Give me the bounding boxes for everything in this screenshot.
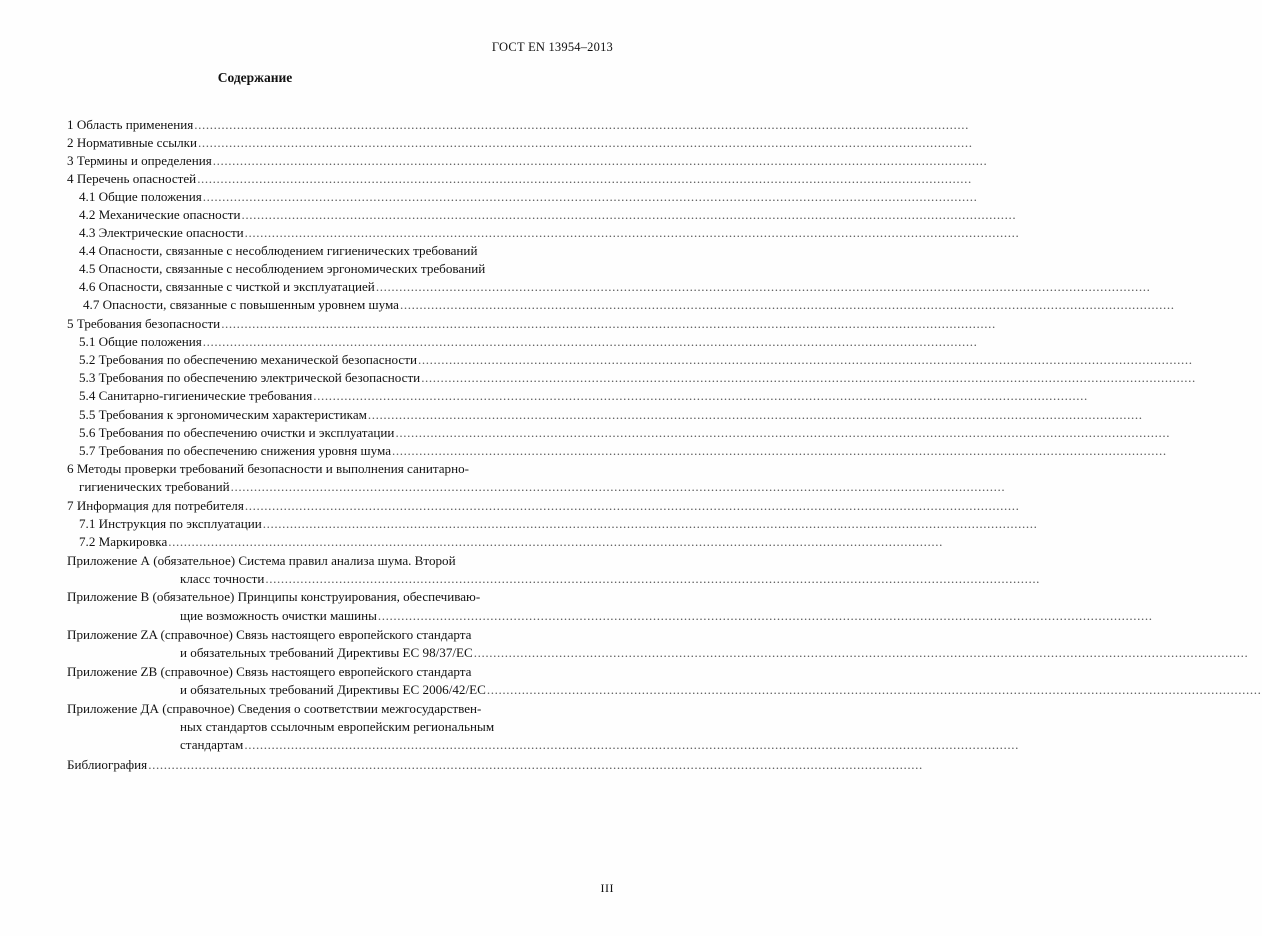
- toc-entry-text: Приложение А (обязательное) Система правил анализа шума. Второй: [67, 553, 456, 568]
- dot-leader: ........................................................................................................................................................................................................: [202, 334, 978, 349]
- toc-entry[interactable]: [79, 261, 569, 277]
- dot-leader: ........................................................................................................................................................................................................: [392, 443, 1167, 458]
- toc-entry[interactable]: [67, 553, 572, 569]
- toc-entry[interactable]: [79, 243, 564, 259]
- toc-entry[interactable]: [79, 225, 1020, 241]
- dot-leader: ........................................................................................................................................................................................................: [244, 737, 1020, 752]
- dot-leader: ........................................................................................................................................................................................................: [473, 645, 1249, 660]
- toc-entry-text: гигиенических требований: [79, 479, 230, 494]
- toc-entry-text: ных стандартов ссылочным европейским региональным: [180, 719, 495, 734]
- toc-entry[interactable]: [67, 461, 577, 477]
- dot-leader: ........................................................................................................................................................................................................: [421, 370, 1196, 385]
- dot-leader: ........................................................................................................................................................................................................: [313, 388, 1088, 403]
- toc-entry-text: Приложение ДА (справочное) Сведения о соответствии межгосударствен-: [67, 701, 482, 716]
- toc-entry-text: 7.1 Инструкция по эксплуатации: [79, 516, 262, 531]
- page-number: III: [600, 881, 614, 895]
- toc-entry-text: 4.6 Опасности, связанные с чисткой и эксплуатацией: [79, 279, 375, 294]
- toc-entry-text: стандартам: [180, 737, 244, 752]
- toc-entry[interactable]: [67, 757, 923, 773]
- toc-entry[interactable]: [79, 534, 943, 550]
- toc-entry[interactable]: [79, 189, 978, 205]
- toc-entry-continued[interactable]: [180, 571, 1041, 587]
- dot-leader: ........................................................................................................................................................................................................: [212, 153, 988, 168]
- dot-leader: ........................................................................................................................................................................................................: [148, 757, 923, 772]
- toc-entry[interactable]: [67, 701, 572, 717]
- dot-leader: ........................................................................................................................................................................................................: [202, 189, 978, 204]
- toc-entry-text: 6 Методы проверки требований безопасности и выполнения санитарно-: [67, 461, 470, 476]
- toc-entry-continued[interactable]: [180, 719, 572, 735]
- toc-entry[interactable]: [79, 370, 1196, 386]
- toc-entry-text: 7 Информация для потребителя: [67, 498, 244, 513]
- dot-leader: ........................................................................................................................................................................................................: [417, 352, 1193, 367]
- toc-entry-text: 4.4 Опасности, связанные с несоблюдением гигиенических требований: [79, 243, 478, 258]
- dot-leader: ........................................................................................................................................................................................................: [194, 117, 969, 132]
- dot-leader: ........................................................................................................................................................................................................: [244, 498, 1020, 513]
- toc-entry-text: 4.1 Общие положения: [79, 189, 202, 204]
- dot-leader: ........................................................................................................................................................................................................: [395, 425, 1171, 440]
- toc-entry[interactable]: [67, 498, 1020, 514]
- toc-entry-text: 4 Перечень опасностей: [67, 171, 197, 186]
- toc-entry[interactable]: [67, 171, 972, 187]
- toc-entry-text: 4.3 Электрические опасности: [79, 225, 244, 240]
- toc-entry[interactable]: [67, 589, 572, 605]
- standard-designation: ГОСТ EN 13954–2013: [491, 40, 613, 54]
- toc-entry-text: и обязательных требований Директивы ЕС 2006/42/ЕС: [180, 682, 486, 697]
- toc-entry-continued[interactable]: [180, 608, 1153, 624]
- toc-entry-text: 7.2 Маркировка: [79, 534, 168, 549]
- toc-entry[interactable]: [67, 153, 988, 169]
- toc-entry-text: Приложение В (обязательное) Принципы конструирования, обеспечиваю-: [67, 589, 481, 604]
- dot-leader: ........................................................................................................................................................................................................: [221, 316, 996, 331]
- dot-leader: ........................................................................................................................................................................................................: [486, 682, 1262, 697]
- toc-entry-text: Приложение ZB (справочное) Связь настоящего европейского стандарта: [67, 664, 472, 679]
- toc-entry[interactable]: [79, 516, 1038, 532]
- toc-entry-text: 4.5 Опасности, связанные с несоблюдением эргономических требований: [79, 261, 486, 276]
- toc-entry[interactable]: [67, 135, 973, 151]
- toc-entry-text: 5.6 Требования по обеспечению очистки и эксплуатации: [79, 425, 395, 440]
- dot-leader: ........................................................................................................................................................................................................: [230, 479, 1006, 494]
- dot-leader: ........................................................................................................................................................................................................: [197, 171, 972, 186]
- toc-entry-text: класс точности: [180, 571, 265, 586]
- toc-entry-text: 5.3 Требования по обеспечению электрической безопасности: [79, 370, 421, 385]
- toc-entry-text: 5.5 Требования к эргономическим характеристикам: [79, 407, 367, 422]
- toc-entry-text: 3 Термины и определения: [67, 153, 212, 168]
- toc-entry-continued[interactable]: [180, 737, 1020, 753]
- toc-entry[interactable]: [79, 334, 978, 350]
- page-title: Содержание: [217, 70, 293, 85]
- dot-leader: ........................................................................................................................................................................................................: [265, 571, 1041, 586]
- toc-entry[interactable]: [79, 407, 1143, 423]
- toc-entry-continued[interactable]: [79, 479, 1006, 495]
- toc-entry-text: 2 Нормативные ссылки: [67, 135, 197, 150]
- toc-entry[interactable]: [67, 316, 996, 332]
- toc-entry[interactable]: [79, 388, 1088, 404]
- toc-entry-text: 5.2 Требования по обеспечению механической безопасности: [79, 352, 417, 367]
- toc-entry-text: щие возможность очистки машины: [180, 608, 377, 623]
- toc-entry-text: 5 Требования безопасности: [67, 316, 221, 331]
- toc-entry[interactable]: [67, 117, 969, 133]
- toc-entry-text: Библиография: [67, 757, 148, 772]
- toc-entry-continued[interactable]: [180, 682, 1262, 698]
- toc-entry-text: 5.4 Санитарно-гигиенические требования: [79, 388, 313, 403]
- toc-entry-text: 1 Область применения: [67, 117, 194, 132]
- toc-entry[interactable]: [79, 443, 1167, 459]
- toc-entry-text: и обязательных требований Директивы ЕС 98/37/ЕС: [180, 645, 473, 660]
- toc-entry-text: 5.7 Требования по обеспечению снижения уровня шума: [79, 443, 392, 458]
- toc-entry[interactable]: [79, 279, 1151, 295]
- toc-entry-continued[interactable]: [180, 645, 1249, 661]
- dot-leader: ........................................................................................................................................................................................................: [399, 297, 1175, 312]
- dot-leader: ........................................................................................................................................................................................................: [244, 225, 1020, 240]
- dot-leader: ........................................................................................................................................................................................................: [262, 516, 1038, 531]
- dot-leader: ........................................................................................................................................................................................................: [197, 135, 973, 150]
- toc-entry[interactable]: [79, 425, 1171, 441]
- dot-leader: ........................................................................................................................................................................................................: [168, 534, 943, 549]
- toc-entry[interactable]: [67, 627, 567, 643]
- dot-leader: ........................................................................................................................................................................................................: [375, 279, 1151, 294]
- toc-entry[interactable]: [79, 207, 1017, 223]
- dot-leader: ........................................................................................................................................................................................................: [367, 407, 1143, 422]
- dot-leader: ........................................................................................................................................................................................................: [241, 207, 1017, 222]
- toc-entry-text: 4.7 Опасности, связанные с повышенным уровнем шума: [83, 297, 399, 312]
- toc-entry[interactable]: [67, 664, 567, 680]
- toc-entry-text: 4.2 Механические опасности: [79, 207, 241, 222]
- toc-entry[interactable]: [79, 352, 1193, 368]
- toc-entry-text: 5.1 Общие положения: [79, 334, 202, 349]
- dot-leader: ........................................................................................................................................................................................................: [377, 608, 1153, 623]
- toc-entry-text: Приложение ZA (справочное) Связь настоящего европейского стандарта: [67, 627, 472, 642]
- toc-entry[interactable]: [83, 297, 1175, 313]
